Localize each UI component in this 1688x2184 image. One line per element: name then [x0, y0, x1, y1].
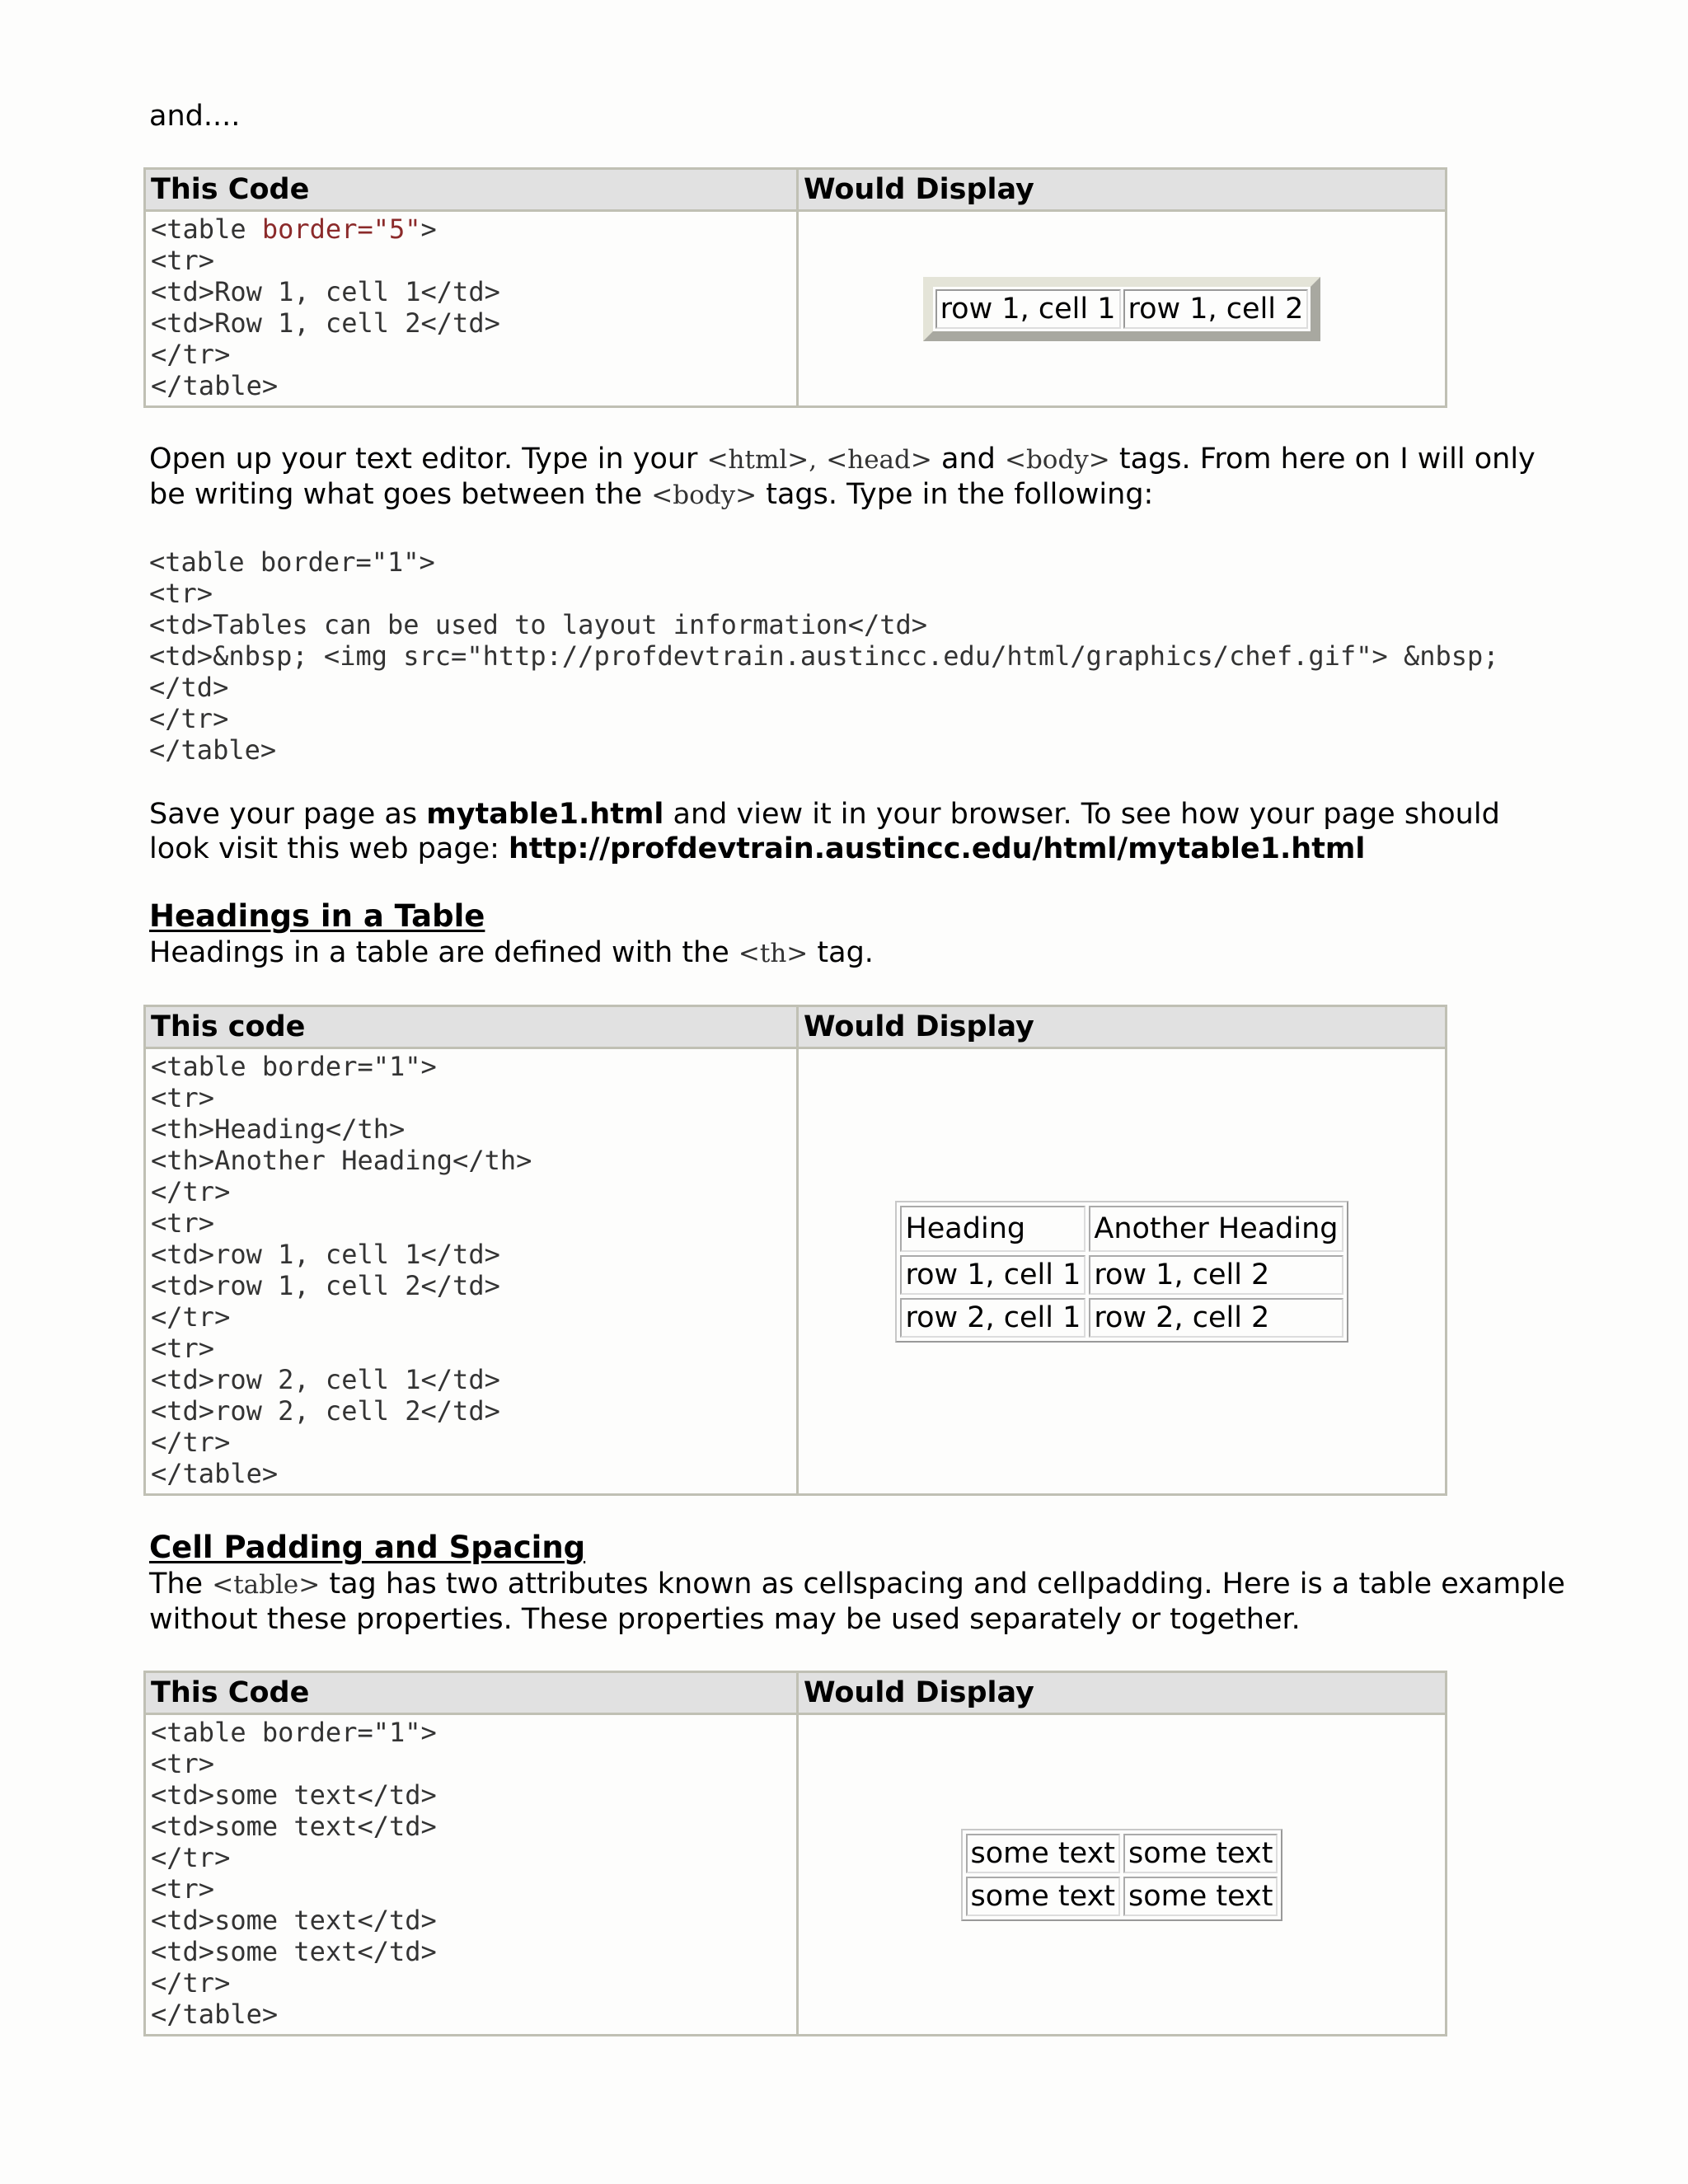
rendered-heading-table — [895, 1201, 1348, 1343]
header-would-display: Would Display — [798, 1006, 1447, 1048]
rendered-cell: row 1, cell 2 — [1123, 289, 1309, 329]
instructions-paragraph: Open up your text editor. Type in your <html>, <head> and <body> tags. From here on I will only be writing what goes between the <body> tags. Type in the following: — [149, 443, 1536, 511]
header-this-code: This Code — [145, 1672, 798, 1714]
display-cell — [798, 1048, 1447, 1495]
rendered-cell: some text — [1123, 1834, 1278, 1873]
save-instructions: Save your page as mytable1.html and view it in your browser. To see how your page should look visit this web page: http://profdevtrain.austincc.edu/html/mytable1.html — [149, 798, 1500, 865]
example-table-3 — [143, 1671, 1447, 2036]
section-heading-headings: Headings in a Table — [149, 898, 485, 934]
header-would-display: Would Display — [798, 169, 1447, 211]
code-listing: <table border="1"> <tr> <th>Heading</th> <th>Another Heading</th> </tr> <tr> <td>row 1, cell 1</td> <td>row 1, cell 2</td> </tr> <tr> <td>row 2, cell 1</td> <td>row 2, cell 2</td> </tr> </table> — [151, 1051, 532, 1489]
rendered-cell: row 2, cell 2 — [1089, 1298, 1343, 1338]
example-url: http://profdevtrain.austincc.edu/html/mytable1.html — [509, 832, 1366, 865]
example-table-2 — [143, 1005, 1447, 1496]
rendered-some-text-table — [961, 1829, 1283, 1921]
attribute-highlight: border="5" — [261, 213, 421, 245]
rendered-cell: row 1, cell 1 — [935, 289, 1121, 329]
rendered-heading: Another Heading — [1089, 1206, 1343, 1252]
inline-code: <table> — [212, 1570, 321, 1600]
header-would-display: Would Display — [798, 1672, 1447, 1714]
code-cell — [145, 211, 798, 407]
rendered-cell: row 1, cell 1 — [900, 1255, 1085, 1295]
code-cell — [145, 1714, 798, 2036]
header-this-code: This code — [145, 1006, 798, 1048]
code-block: <table border="1"> <tr> <td>Tables can be used to layout information</td> <td>&nbsp; <img src="http://profdevtrain.austincc.edu/html/graphics/chef.gif"> &nbsp; </td> </tr> </table> — [149, 546, 1499, 766]
cell-padding-description: The <table> tag has two attributes known as cellspacing and cellpadding. Here is a table example without these properties. These properties may be used separately or together. — [149, 1568, 1565, 1636]
inline-code: <body> — [1004, 445, 1110, 475]
intro-text: and.... — [149, 100, 241, 133]
rendered-cell: row 1, cell 2 — [1089, 1255, 1343, 1295]
code-listing: <table border="5"> <tr> <td>Row 1, cell 1</td> <td>Row 1, cell 2</td> </tr> </table> — [151, 213, 500, 401]
code-listing: <table border="1"> <tr> <td>some text</td> <td>some text</td> </tr> <tr> <td>some text</td> <td>some text</td> </tr> </table> — [151, 1717, 437, 2030]
rendered-cell: some text — [966, 1877, 1120, 1916]
code-cell — [145, 1048, 798, 1495]
inline-code: <th> — [738, 939, 809, 968]
display-cell — [798, 211, 1447, 407]
filename: mytable1.html — [426, 798, 664, 831]
section-heading-cell-padding: Cell Padding and Spacing — [149, 1530, 586, 1565]
rendered-cell: some text — [1123, 1877, 1278, 1916]
headings-description: Headings in a table are defined with the <th> tag. — [149, 936, 874, 969]
inline-code: <head> — [826, 445, 932, 475]
example-table-1 — [143, 167, 1447, 408]
rendered-border5-table — [923, 277, 1321, 341]
header-this-code: This Code — [145, 169, 798, 211]
display-cell — [798, 1714, 1447, 2036]
rendered-heading: Heading — [900, 1206, 1085, 1252]
rendered-cell: some text — [966, 1834, 1120, 1873]
inline-code: <html>, — [706, 445, 818, 475]
inline-code: <body> — [651, 480, 757, 510]
rendered-cell: row 2, cell 1 — [900, 1298, 1085, 1338]
